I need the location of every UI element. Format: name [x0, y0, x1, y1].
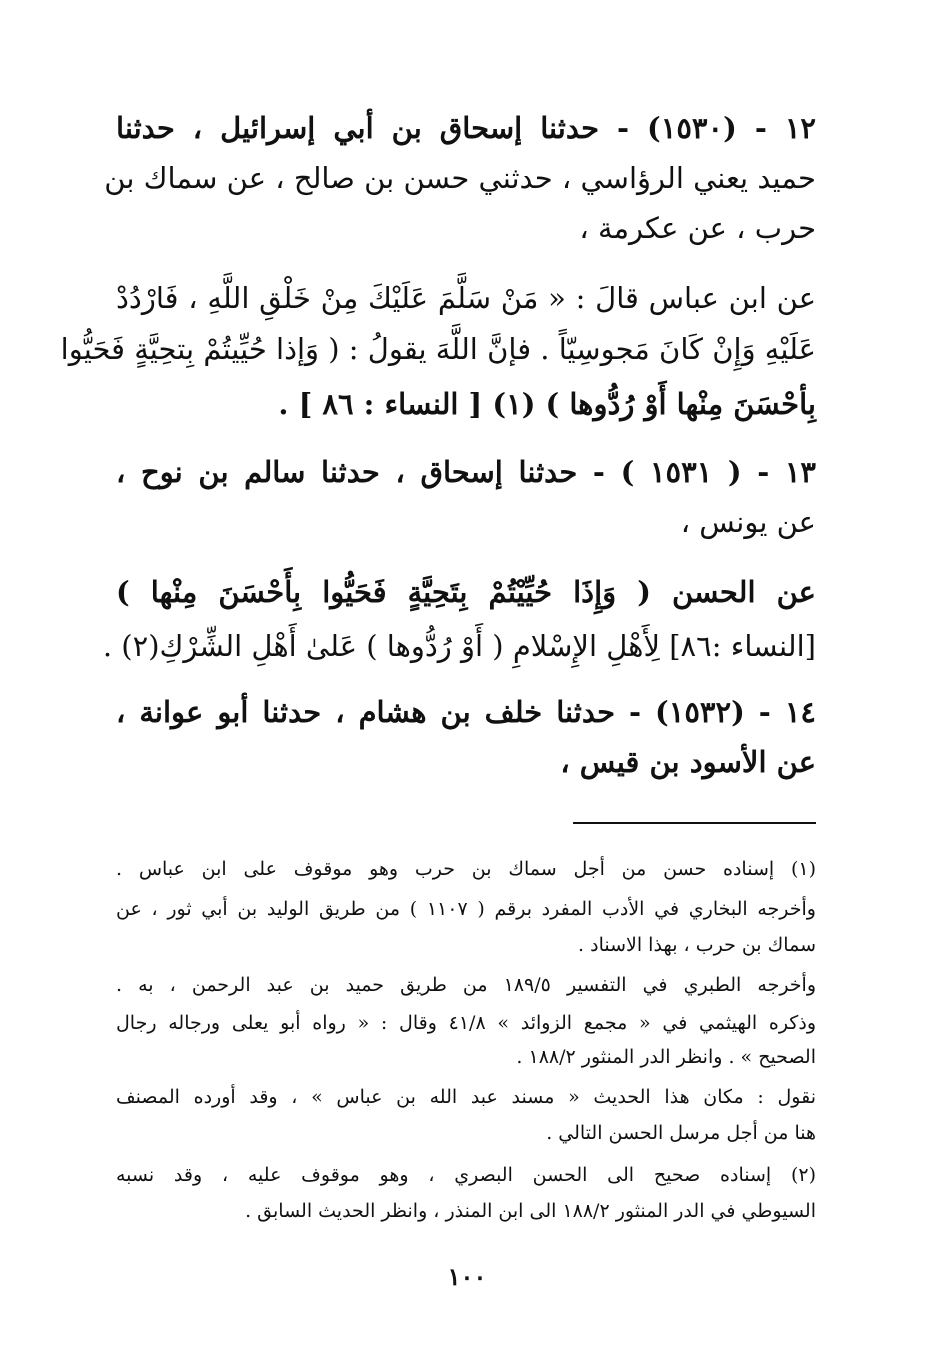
footnote-1-line-1: (١) إسناده حسن من أجل سماك بن حرب وهو موقوف على ابن عباس . [116, 858, 816, 880]
footnote-1-line-2: وأخرجه البخاري في الأدب المفرد برقم ( ١١٠٧ ) من طريق الوليد بن أبي ثور ، عن [116, 898, 816, 920]
hadith-12-line-2: حميد يعني الرؤاسي ، حدثني حسن بن صالح ، عن سماك بن [104, 161, 816, 195]
footnote-2-line-2: السيوطي في الدر المنثور ١٨٨/٢ الى ابن المنذر ، وانظر الحديث السابق . [245, 1200, 816, 1222]
hadith-12-line-3: حرب ، عن عكرمة ، [579, 211, 816, 245]
footnote-separator [573, 822, 816, 824]
footnote-2-line-1: (٢) إسناده صحيح الى الحسن البصري ، وهو موقوف عليه ، وقد نسبه [116, 1164, 816, 1186]
footnote-1-line-7: نقول : مكان هذا الحديث « مسند عبد الله بن عباس » ، وقد أورده المصنف [116, 1086, 816, 1108]
hadith-14-line-2: عن الأسود بن قيس ، [560, 745, 816, 779]
footnote-1-line-4: وأخرجه الطبري في التفسير ١٨٩/٥ من طريق حميد بن عبد الرحمن ، به . [116, 974, 817, 996]
hadith-14-line-1: ١٤ - (١٥٣٢) - حدثنا خلف بن هشام ، حدثنا أبو عوانة ، [116, 695, 816, 729]
page-number: ١٠٠ [447, 1262, 487, 1291]
hadith-12-matn-line-3: بِأحْسَنَ مِنْها أَوْ رُدُّوها ) (١) [ النساء : ٨٦ ] . [278, 387, 816, 421]
hadith-13-line-2: عن يونس ، [680, 505, 816, 539]
hadith-13-matn-line-1: عن الحسن ( وَإِذَا حُيِّيْتُمْ بِتَحِيَّةٍ فَحَيُّوا بِأَحْسَنَ مِنْها ) [116, 575, 816, 609]
footnote-1-line-8: هنا من أجل مرسل الحسن التالي . [546, 1122, 816, 1144]
hadith-12-matn-line-2: عَلَيْهِ وَإِنْ كَانَ مَجوسِيّاً . فإنَّ اللَّهَ يقولُ : ( وَإذا حُيِّيتُمْ بِتحِيَّةٍ فَحَيُّوا [60, 332, 816, 366]
footnote-1-line-5: وذكره الهيثمي في « مجمع الزوائد » ٤١/٨ وقال : « رواه أبو يعلى ورجاله رجال [116, 1012, 816, 1034]
footnote-1-line-6: الصحيح » . وانظر الدر المنثور ١٨٨/٢ . [516, 1046, 816, 1068]
hadith-12-matn-line-1: عن ابن عباس قالَ : « مَنْ سَلَّمَ عَلَيْكَ مِنْ خَلْقِ اللَّهِ ، فَارْدُدْ [116, 281, 816, 315]
footnote-1-line-3: سماك بن حرب ، بهذا الاسناد . [578, 934, 816, 956]
hadith-13-matn-line-2: [النساء :٨٦] لِأَهْلِ الإِسْلامِ ( أَوْ رُدُّوها ) عَلىٰ أَهْلِ الشِّرْكِ(٢) . [102, 629, 816, 663]
hadith-13-line-1: ١٣ - ( ١٥٣١ ) - حدثنا إسحاق ، حدثنا سالم بن نوح ، [116, 455, 817, 489]
hadith-12-line-1: ١٢ - (١٥٣٠) - حدثنا إسحاق بن أبي إسرائيل ، حدثنا [116, 111, 817, 145]
